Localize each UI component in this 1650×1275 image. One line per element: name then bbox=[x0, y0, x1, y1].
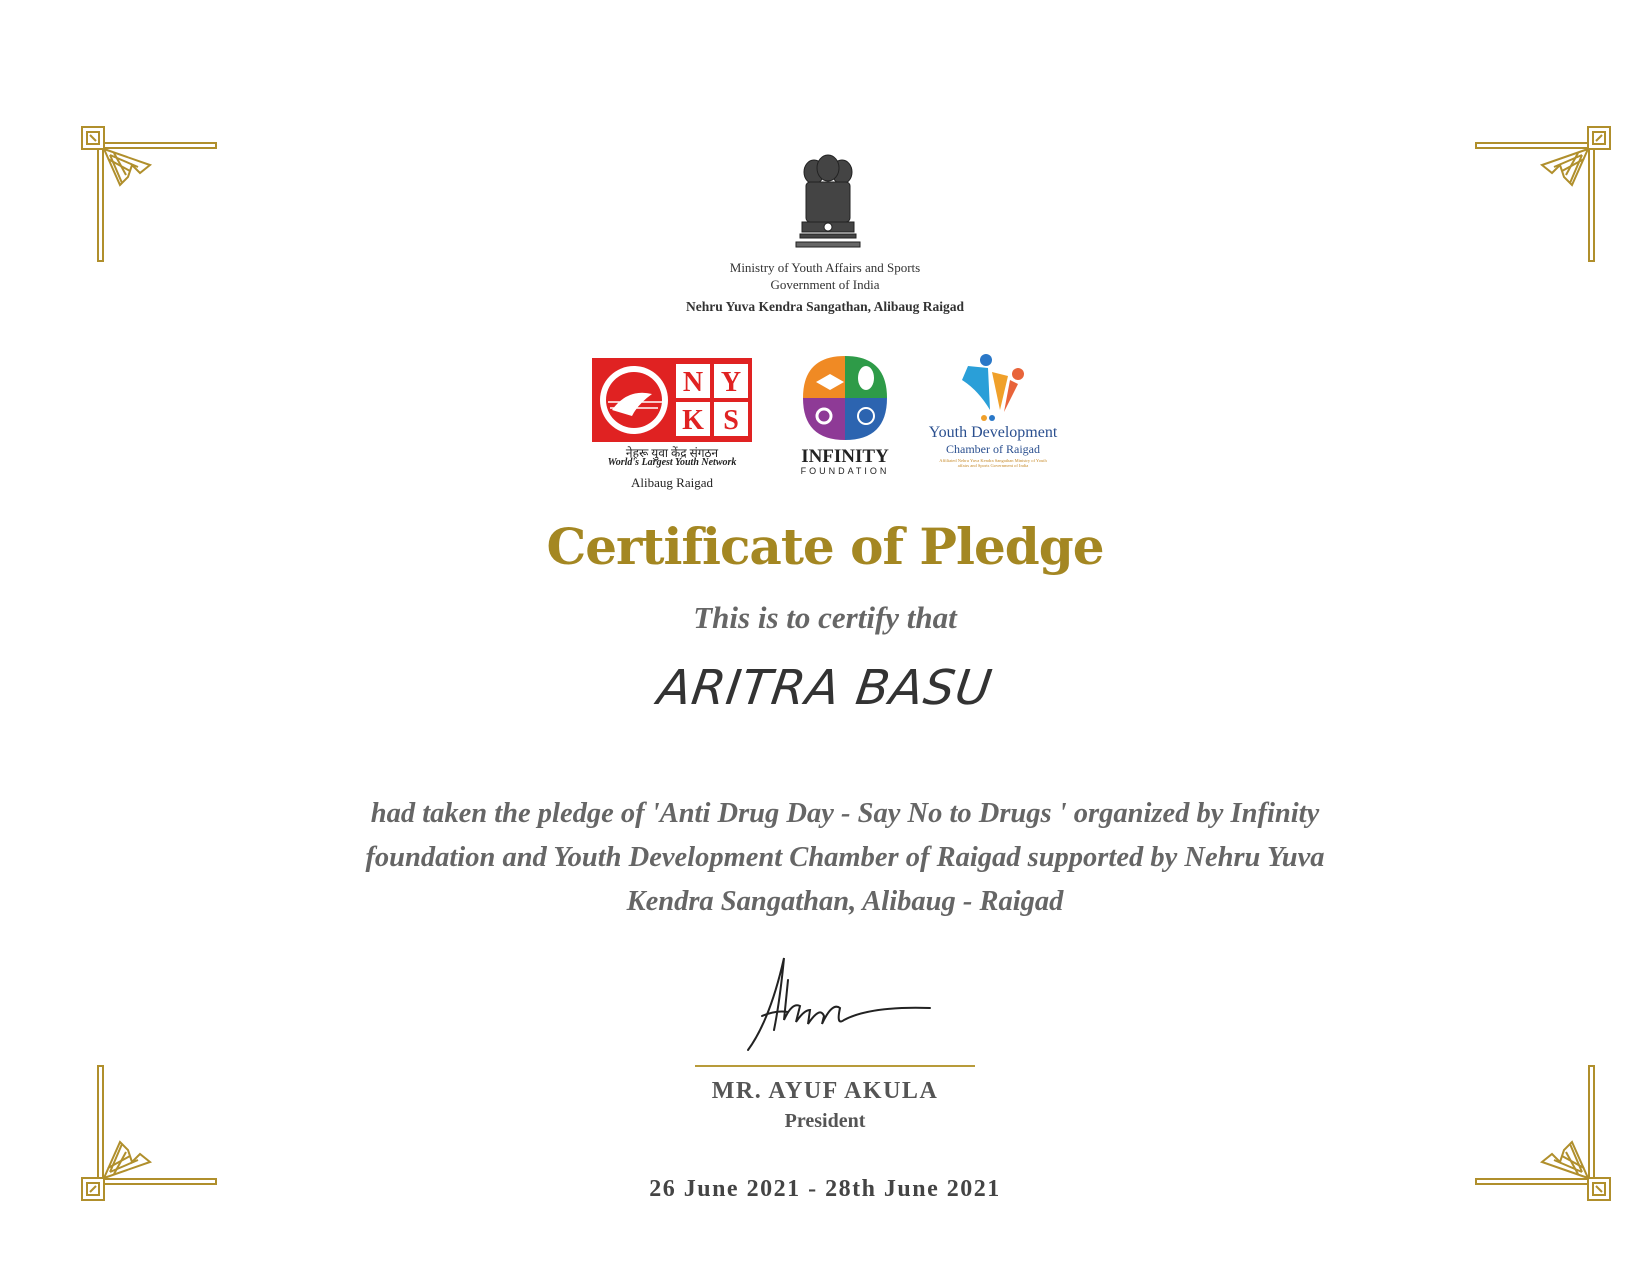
nyks-letter-n: N bbox=[682, 367, 704, 398]
nyks-hindi-name: नेहरू युवा केंद्र संगठन bbox=[625, 446, 719, 460]
national-emblem-icon bbox=[792, 152, 864, 252]
nyks-letter-s: S bbox=[723, 405, 739, 436]
recipient-name: ARITRA BASU bbox=[654, 660, 996, 716]
signer-role: President bbox=[784, 1110, 866, 1132]
infinity-emblem-icon bbox=[790, 354, 900, 446]
infinity-name: INFINITY bbox=[801, 446, 889, 467]
corner-ornament-top-right bbox=[1472, 125, 1612, 265]
nyks-tagline: World's Largest Youth Network bbox=[607, 457, 737, 468]
event-dates: 26 June 2021 - 28th June 2021 bbox=[649, 1176, 1001, 1202]
ydc-fine-print: Affiliated Nehru Yuva Kendra Sangathan Ministry of Youth affairs and Sports Government of India bbox=[939, 458, 1047, 468]
nyks-logo-box bbox=[592, 358, 752, 442]
government-name: Government of India bbox=[770, 277, 880, 292]
nyks-letter-y: Y bbox=[720, 367, 742, 398]
ydc-subtitle: Chamber of Raigad bbox=[946, 442, 1040, 456]
nyks-dove-icon bbox=[592, 358, 752, 442]
infinity-subtitle: FOUNDATION bbox=[800, 466, 890, 476]
signature-line bbox=[695, 1065, 975, 1067]
nyks-letter-k: K bbox=[682, 405, 704, 436]
ministry-name: Ministry of Youth Affairs and Sports bbox=[729, 260, 921, 275]
pledge-description: had taken the pledge of 'Anti Drug Day - Say No to Drugs ' organized by Infinity foundation and Youth Development Chamber of Raigad supported by Nehru Yuva Kendra Sangathan, Alibaug - Raigad bbox=[365, 798, 1325, 917]
signer-name: MR. AYUF AKULA bbox=[711, 1078, 939, 1104]
infinity-foundation-logo bbox=[790, 354, 900, 482]
nyks-location: Alibaug Raigad bbox=[631, 475, 713, 490]
nyks-logo bbox=[592, 358, 752, 498]
ydc-name: Youth Development bbox=[928, 424, 1058, 441]
ydc-figures-icon bbox=[918, 350, 1068, 424]
corner-ornament-top-left bbox=[80, 125, 220, 265]
youth-development-chamber-logo bbox=[918, 350, 1068, 490]
organization-name: Nehru Yuva Kendra Sangathan, Alibaug Raigad bbox=[685, 299, 965, 314]
certify-intro: This is to certify that bbox=[693, 600, 957, 635]
signature-image bbox=[740, 950, 950, 1055]
certificate-title: Certificate of Pledge bbox=[546, 517, 1104, 576]
